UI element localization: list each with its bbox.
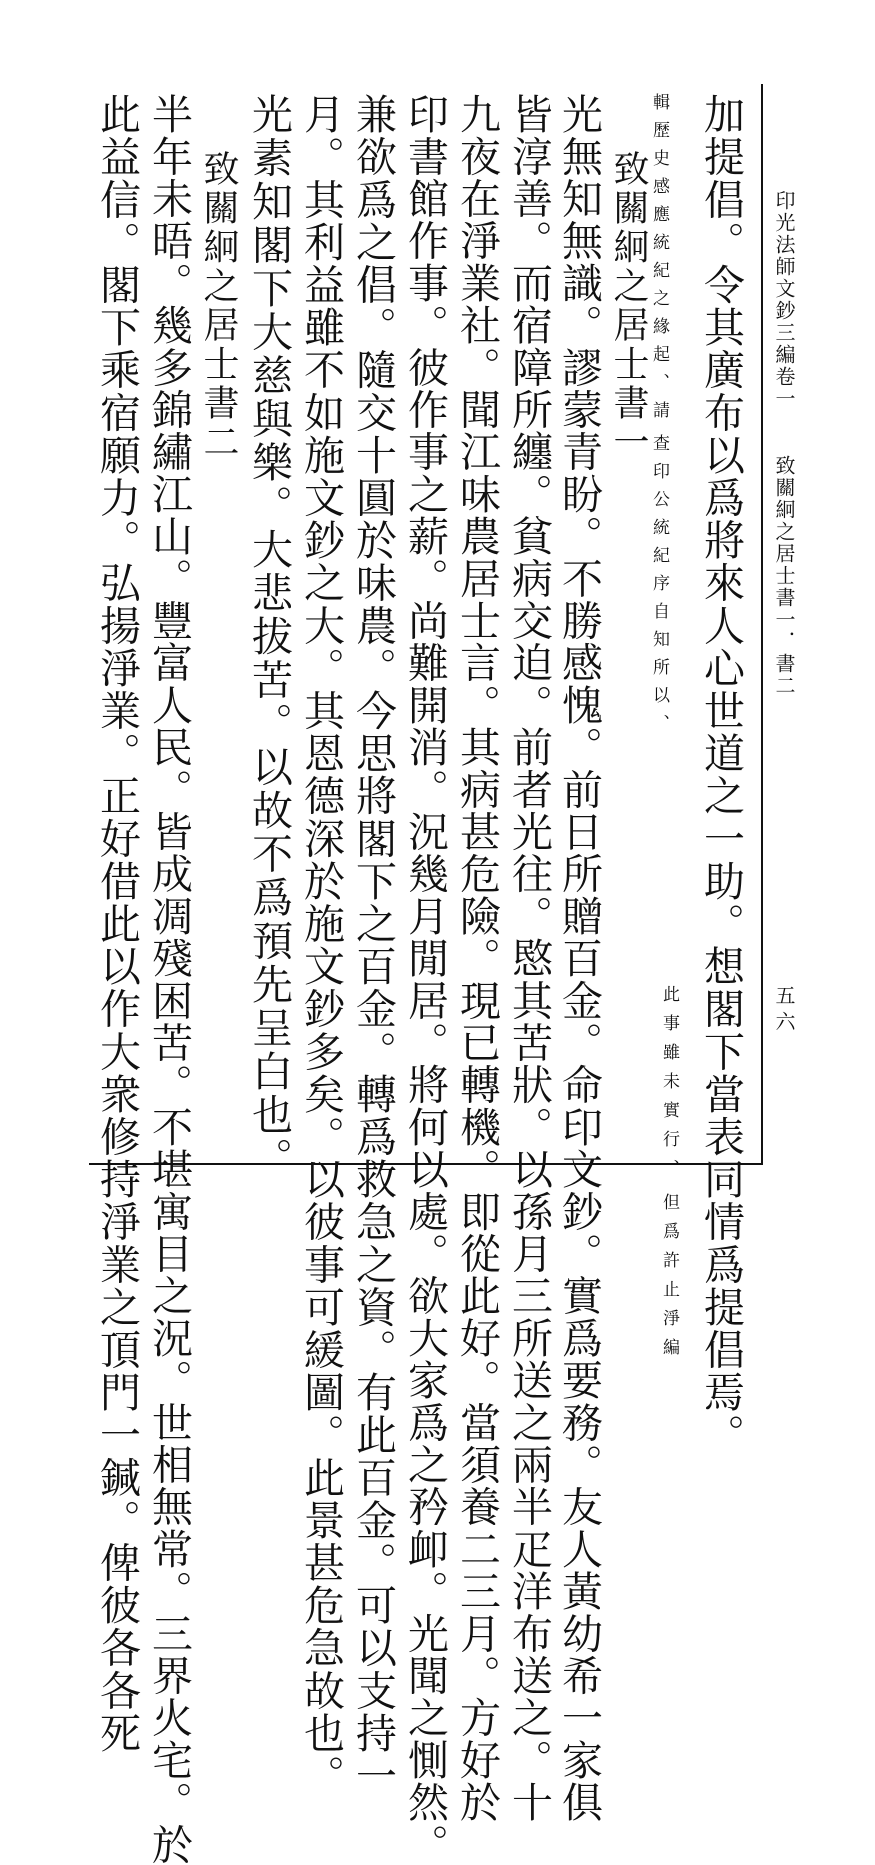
annotation-top-line-2: 查印公統紀序自知所以、	[649, 434, 669, 743]
text-column-4: 皆淳善。而宿障所纏。貧病交迫。前者光往。愍其苦狀。以孫月三所送之兩半疋洋布送之。十	[505, 93, 553, 1824]
annotation-top	[649, 93, 673, 743]
text-column-6: 印書館作事。彼作事之薪。尚難開消。況幾月閒居。將何以處。欲大家爲之矜卹。光聞之惻然。	[401, 93, 449, 1865]
text-column-3: 光無知無識。謬蒙青盼。不勝感愧。前日所贈百金。命印文鈔。實爲要務。友人黃幼希一家俱	[555, 93, 603, 1824]
text-column-12: 此益信。閣下乘宿願力。弘揚淨業。正好借此以作大衆修持淨業之頂門一鍼。俾彼各各死	[93, 93, 141, 1755]
text-column-1: 加提倡。令其廣布以爲將來人心世道之一助。想閣下當表同情爲提倡焉。	[697, 93, 745, 1457]
text-column-5: 九夜在淨業社。聞江味農居士言。其病甚危險。現已轉機。即從此好。當須養二三月。方好於	[453, 93, 501, 1824]
page-number: 五六	[772, 985, 796, 1037]
annotation-bottom-line-2: 但爲許止淨編	[659, 1193, 679, 1368]
letter-2-title: 致關絅之居士書二	[198, 150, 239, 462]
letter-1-title: 致關絅之居士書一	[608, 150, 649, 462]
annotation-bottom-line-1: 此事雖未實行、	[659, 985, 679, 1188]
text-column-9: 光素知閣下大慈與樂。大悲拔苦。以故不爲預先呈白也。	[245, 93, 293, 1181]
annotation-bottom	[659, 985, 681, 1368]
section-title: 致關絅之居士書一．書二	[772, 455, 796, 697]
text-column-7: 兼欲爲之倡。隨交十圓於味農。今思將閣下之百金。轉爲救急之資。有此百金。可以支持一	[349, 93, 397, 1797]
running-title: 印光法師文鈔三編卷一	[772, 190, 796, 410]
right-border-rule	[761, 84, 763, 1164]
text-column-11: 半年未晤。幾多錦繡江山。豐富人民。皆成凋殘困苦。不堪寓目之況。世相無常。三界火宅。於	[145, 93, 193, 1865]
text-column-8: 月。其利益雖不如施文鈔之大。其恩德深於施文鈔多矣。以彼事可緩圖。此景甚危急故也。	[297, 93, 345, 1797]
annotation-top-line-1: 輯歷史感應統紀之緣起、請	[649, 93, 669, 429]
